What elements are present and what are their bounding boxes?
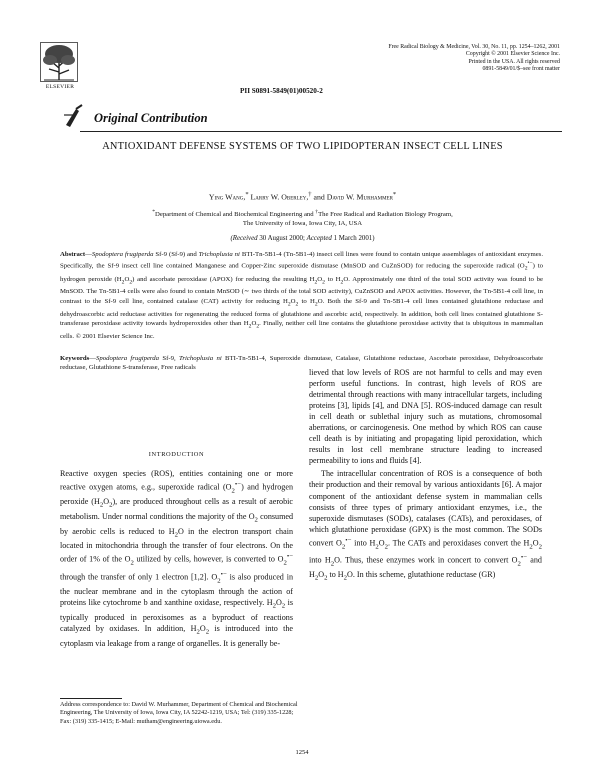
page-number: 1254 [295, 749, 309, 756]
pii-identifier: PII S0891-5849(01)00520-2 [240, 87, 323, 95]
body-text: O. In this scheme, glutathione reductase (GR) [347, 570, 496, 580]
body-text: through the transfer of only 1 electron [1,2]. O [60, 572, 218, 582]
issn-line: 0891-5849/01/$–see front matter [482, 65, 560, 72]
superscript: •− [286, 553, 293, 561]
abstract-text: ) and ascorbate peroxidase (APOX) for reducing the resulting H [132, 275, 315, 283]
body-text: Reactive oxygen species (ROS), entities containing one or more reactive oxygen atoms, e.g., superoxide radical (O [60, 469, 293, 492]
body-text: and H [309, 555, 542, 580]
journal-citation: Free Radical Biology & Medicine, Vol. 30, No. 11, pp. 1254–1262, 2001 [388, 44, 560, 50]
abstract-text: to H [324, 275, 341, 283]
affiliations [70, 208, 535, 228]
abstract-text: O. Approximately one third of the total SOD activity was found to be MnSOD. The Tn-5B1-4 cells were also found to contain MnSOD (∼ two thirds of the total SOD activity), CuZnSOD and APOX activities. However, the Tn-5B1-4 cell line, in contrast to the Sf-9 cell line, contained catalase (CAT) activity for reducing H [60, 275, 543, 305]
received-label: Received [232, 235, 258, 242]
subscript: 2 [174, 531, 178, 539]
affiliation-line-1 [70, 208, 535, 220]
superscript: •− [234, 481, 242, 489]
subscript: 2 [109, 502, 113, 509]
subscript: 2 [283, 559, 287, 567]
affiliation-mark: * [152, 209, 156, 215]
subscript: 2 [281, 602, 286, 610]
abstract-dash: — [85, 251, 92, 258]
author-3-mark: * [392, 191, 397, 198]
body-text: ) and hydrogen peroxide (H [60, 482, 293, 507]
body-text: O in the electron transport chain located in mitochondria through the transfer of four electrons. On the order of 1% of the O [60, 526, 293, 565]
correspondence-footnote: Address correspondence to: David W. Murhammer, Department of Chemical and Biochemical Engineering, The University of Iowa, Iowa City, IA 52242-1219, USA; Tel: (319) 335-1228; Fax: (319) 335-1415; E-Mail: mutham@engineering.uiowa.edu. [60, 701, 298, 725]
superscript: •− [345, 536, 352, 544]
keyword-text: BTI-Tn-5B1-4, Superoxide dismutase, Catalase, Glutathione reductase, Ascorbate peroxidase, Dehydroascorbate reductase, Glutathione S-transferase, Free radicals [60, 355, 544, 372]
journal-citation-block [300, 44, 560, 73]
superscript: •− [527, 260, 533, 267]
subscript: 2 [254, 516, 258, 524]
section-marker [62, 103, 92, 125]
body-text: is introduced into the cytoplasm via leakage from a range of organelles. It is generally be- [60, 623, 293, 648]
subscript: 2 [121, 278, 125, 285]
author-list [60, 191, 545, 202]
author-separator: and [311, 192, 327, 202]
keywords-dash: — [89, 355, 96, 362]
subscript: 2 [322, 278, 325, 285]
received-dates [60, 235, 545, 242]
publisher-name: ELSEVIER [45, 84, 75, 90]
author-2: Larry W. Oberley, [250, 192, 309, 202]
author-1-mark: * [245, 191, 249, 198]
body-text: O [318, 570, 325, 580]
keyword-species: Trichoplusia ni [179, 355, 222, 362]
subscript: 2 [517, 560, 521, 568]
subscript: 2 [217, 577, 221, 585]
accepted-date: 1 March 2001) [331, 235, 375, 242]
author-3: David W. Murhammer [326, 192, 393, 202]
abstract-text: O. Both the Sf-9 and Tn-5B1-4 cell lines contained glutathione reductase and dehydroascorbic acid reductase activities for regenerating the reduced forms of glutathione and ascorbic acid, respectively. In addition, both cell lines contained glutathione S-transferase peroxidase activity towards hydroperoxides other than H [60, 297, 544, 327]
superscript: •− [520, 554, 528, 562]
footnote-divider [60, 698, 122, 699]
abstract-text: O [290, 297, 296, 305]
author-1: Ying Wang, [208, 192, 246, 202]
section-label: Original Contribution [94, 111, 208, 125]
keyword-species: Spodoptera frugiperda [96, 355, 160, 362]
abstract-text: to H [298, 297, 315, 305]
subscript: 2 [314, 278, 318, 285]
body-text: consumed by aerobic cells is reduced to H [60, 512, 294, 536]
subscript: 2 [99, 502, 104, 509]
body-text: to H [327, 570, 344, 580]
subscript: 2 [196, 628, 200, 636]
article-title: ANTIOXIDANT DEFENSE SYSTEMS OF TWO LIPIDOPTERAN INSECT CELL LINES [102, 141, 503, 152]
body-text: O [103, 497, 110, 507]
subscript: 2 [287, 301, 291, 308]
abstract-text: . Finally, neither cell line contains the glutathione peroxidase activity that is ubiquitous in mammalian cells. © 2001 Elsevier Science Inc. [60, 320, 543, 340]
received-date: 30 August 2000; [257, 235, 307, 242]
body-text: into H [351, 538, 376, 548]
abstract-text: O [124, 275, 130, 283]
subscript: 2 [538, 543, 542, 550]
subscript: 2 [341, 543, 346, 550]
pen-nib-icon [62, 103, 92, 129]
abstract-text: O [251, 320, 257, 327]
subscript: 2 [272, 602, 276, 610]
body-text: ), are produced throughout cells as a result of aerobic metabolism. Under normal conditions the majority of the O [60, 497, 293, 522]
abstract-text: BTI-Tn-5B1-4 (Tn-5B1-4) insect cell lines were found to contain unique assemblages of antioxidant enzymes. Specifically, the Sf-9 insect cell line contained Manganese and Copper-Zinc superoxide dismutase (MnSOD and CuZnSOD) for reducing the superoxide radical (O [60, 251, 544, 270]
affiliation-line-2: The University of Iowa, Iowa City, IA, USA [242, 219, 363, 227]
printed-line: Printed in the USA. All rights reserved [468, 58, 560, 65]
subscript: 2 [256, 323, 260, 330]
tree-icon [40, 42, 78, 82]
introduction-paragraph-1 [60, 468, 293, 649]
affiliation-text: Department of Chemical and Biochemical Engineering and [155, 211, 316, 219]
subscript: 2 [524, 266, 528, 273]
subscript: 2 [314, 301, 318, 308]
subscript: 2 [343, 575, 348, 582]
introduction-heading: INTRODUCTION [148, 451, 205, 458]
subscript: 2 [295, 301, 299, 308]
keywords-label: Keywords [60, 355, 90, 362]
body-text: is also produced in the nuclear membrane and in the cytoplasm through the action of proteins like cytochrome b and xanthine oxidase, respectively. H [60, 572, 293, 608]
subscript: 2 [130, 559, 134, 567]
body-text: is typically produced in peroxisomes as a byproduct of reactions catalyzed by oxidases. In addition, H [60, 598, 293, 633]
abstract-text: Sf-9 (Sf-9) and [153, 251, 199, 258]
abstract-text: O [317, 275, 323, 283]
species-name: Trichoplusia ni [198, 251, 240, 258]
subscript: 2 [375, 543, 379, 550]
body-text: O [199, 623, 206, 633]
subscript: 2 [529, 543, 533, 550]
elsevier-tree-logo [40, 42, 78, 82]
copyright-line: Copyright © 2001 Elsevier Science Inc. [465, 51, 560, 58]
subscript: 2 [384, 543, 388, 550]
header-divider [80, 131, 562, 132]
subscript: 2 [324, 575, 328, 582]
subscript: 2 [340, 278, 344, 285]
subscript: 2 [129, 278, 133, 285]
species-name: Spodoptera frugiperda [91, 251, 154, 258]
subscript: 2 [330, 560, 335, 568]
body-text: O [378, 538, 385, 548]
left-column [60, 451, 293, 649]
subscript: 2 [248, 323, 252, 330]
subscript: 2 [205, 628, 210, 636]
keyword-text: Sf-9, [159, 355, 180, 362]
body-text: O [532, 538, 539, 548]
body-text: O [275, 598, 282, 608]
affiliation-text: The Free Radical and Radiation Biology Program, [318, 211, 453, 219]
author-2-mark: † [308, 191, 312, 198]
introduction-paragraph-2: lieved that low levels of ROS are not harmful to cells and may even perform useful functions. In contrast, high levels of ROS are detrimental through reactions with many intracellular targets, including proteins [3], lipids [4], and DNA [5]. ROS-induced damage can result in cell death or sublethal injury such as mutations, chromosomal aberrations, or carcinogenesis. One method by which ROS can cause cell death is by initiating and propagating lipid peroxidation, which results in lost cell membrane structure leading to increased permeability to ions and fluids [4]. [309, 368, 542, 466]
superscript: •− [220, 570, 227, 578]
affiliation-mark: † [315, 209, 319, 215]
introduction-paragraph-3 [309, 468, 542, 584]
abstract-label: Abstract [60, 251, 86, 258]
body-text: . The CATs and peroxidases convert the H [387, 538, 530, 548]
body-text: O. Thus, these enzymes work in concert to convert O [334, 555, 518, 565]
received-paren: ( [230, 235, 233, 242]
subscript: 2 [231, 487, 235, 495]
body-text: into H [309, 555, 331, 565]
abstract-text: ) to hydrogen peroxide (H [60, 262, 543, 283]
accepted-label: Accepted [306, 235, 332, 242]
body-text: The intracellular concentration of ROS is a consequence of both their production and their removal by various antioxidants [6]. A major component of the antioxidant defense system in mammalian cells consists of three types of primary antioxidant enzymes, i.e., the superoxide dismutases (SODs), catalases (CATs), and peroxidases, of which glutathione peroxidase (GPX) is the most common. The SODs convert O [309, 469, 542, 548]
body-text: utilized by cells, however, is converted to O [133, 555, 284, 565]
abstract [60, 250, 543, 341]
right-column [309, 367, 542, 584]
subscript: 2 [314, 575, 319, 582]
